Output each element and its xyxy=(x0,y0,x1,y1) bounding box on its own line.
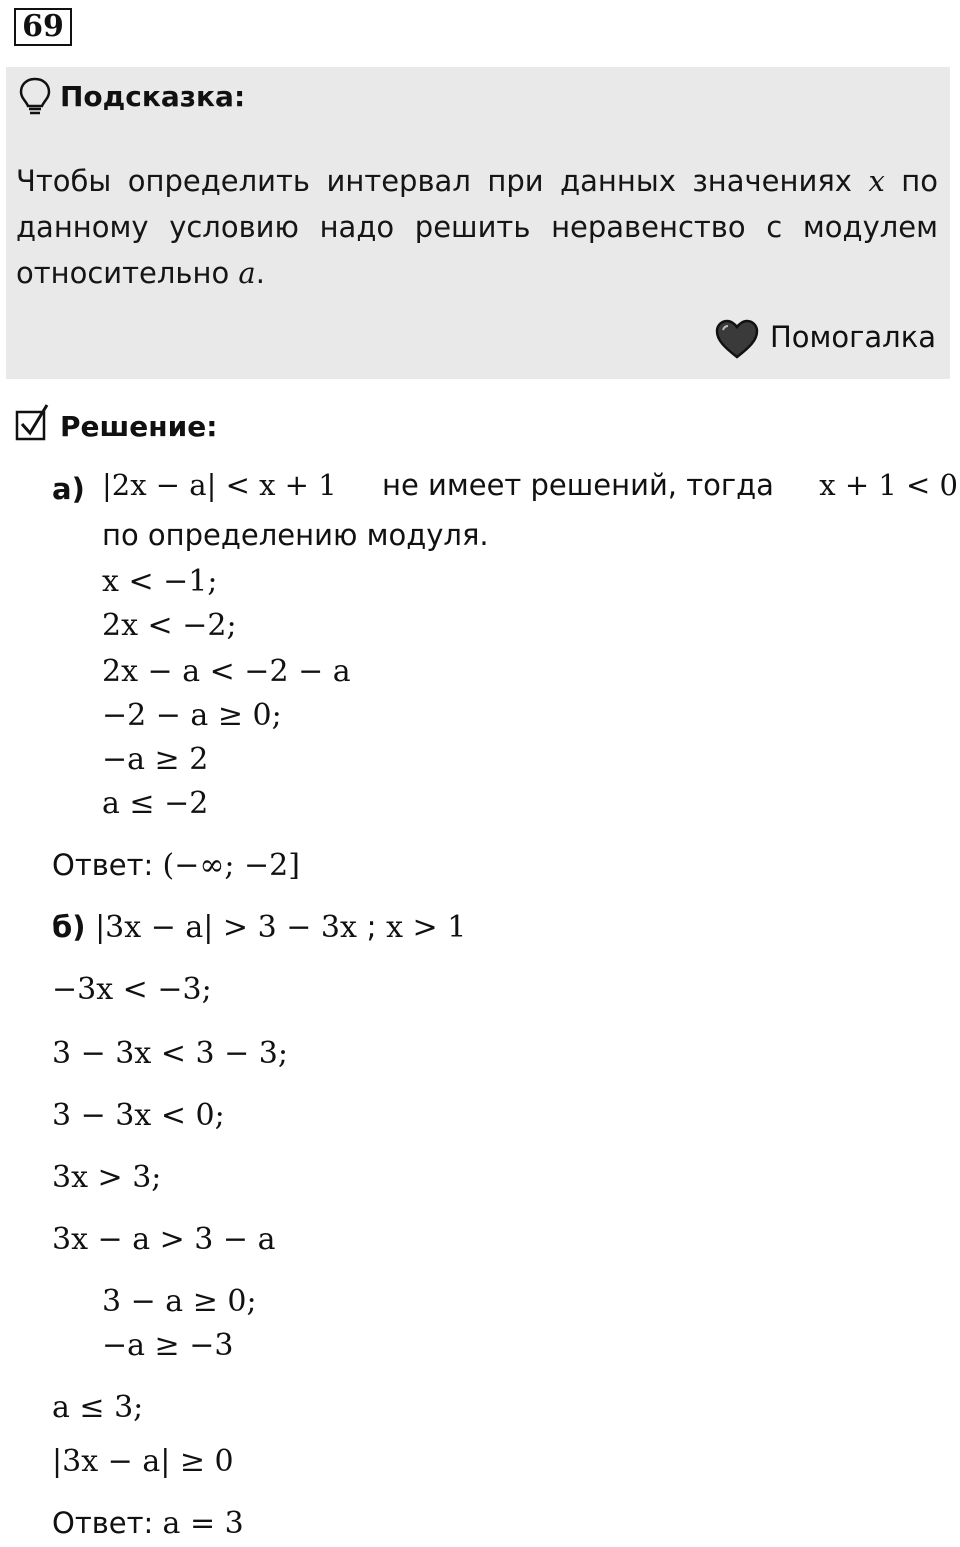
part-a-answer: Ответ: (−∞; −2] xyxy=(52,848,300,883)
part-b-label: б) xyxy=(52,910,86,944)
part-a-condition: |2x − a| < x + 1 xyxy=(102,468,337,502)
part-a-consequence: x + 1 < 0 xyxy=(819,468,958,502)
helper-label[interactable]: Помогалка xyxy=(770,320,936,354)
hint-heading: Подсказка: xyxy=(60,80,246,113)
part-a-step: 2x < −2; xyxy=(102,608,237,643)
part-a-step: −a ≥ 2 xyxy=(102,742,209,777)
part-b-step: 3 − a ≥ 0; xyxy=(102,1284,257,1319)
part-b-answer: Ответ: a = 3 xyxy=(52,1506,244,1541)
part-b-step: −a ≥ −3 xyxy=(102,1328,234,1363)
part-a-step: x < −1; xyxy=(102,564,218,599)
part-b-step: |3x − a| ≥ 0 xyxy=(52,1444,234,1479)
part-b-step: a ≤ 3; xyxy=(52,1390,144,1425)
solution-heading: Решение: xyxy=(60,410,218,443)
part-a-statement xyxy=(102,468,958,502)
part-b-step: 3 − 3x < 0; xyxy=(52,1098,225,1133)
part-a-step: a ≤ −2 xyxy=(102,786,209,821)
part-a-continuation: по определению модуля. xyxy=(102,518,489,552)
part-a-label: а) xyxy=(52,472,85,506)
part-b-step: −3x < −3; xyxy=(52,972,212,1007)
checkbox-icon xyxy=(14,402,50,446)
lightbulb-icon xyxy=(18,76,52,120)
task-number: 69 xyxy=(14,8,72,46)
part-a-step: 2x − a < −2 − a xyxy=(102,654,351,689)
hint-text: Чтобы определить интервал при данных значениях x по данному условию надо решить неравенство с модулем относительно a. xyxy=(16,164,939,290)
part-a-condition-text: не имеет решений, тогда xyxy=(381,468,774,502)
part-b-step: 3 − 3x < 3 − 3; xyxy=(52,1036,289,1071)
part-b-statement: б) |3x − a| > 3 − 3x ; x > 1 xyxy=(52,910,467,945)
part-a-step: −2 − a ≥ 0; xyxy=(102,698,282,733)
heart-icon xyxy=(714,318,760,364)
part-b-step: 3x > 3; xyxy=(52,1160,162,1195)
part-b-step: 3x − a > 3 − a xyxy=(52,1222,276,1257)
